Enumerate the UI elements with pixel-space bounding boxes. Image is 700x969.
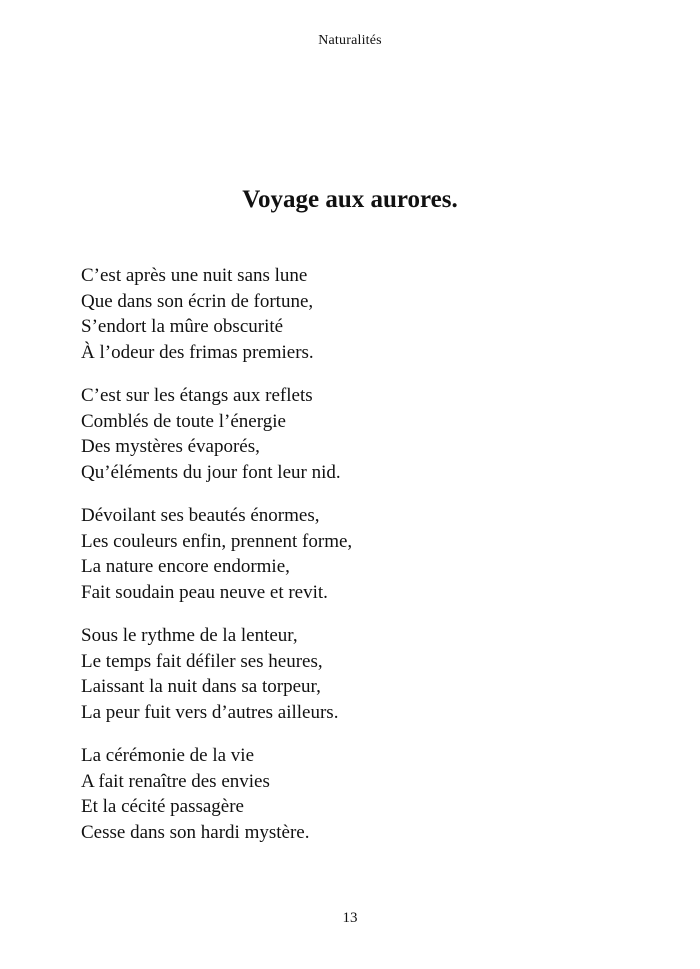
verse-line: Des mystères évaporés, [81,436,260,457]
verse-line: S’endort la mûre obscurité [81,316,284,337]
page-number: 13 [342,910,358,926]
verse-line: La peur fuit vers d’autres ailleurs. [81,701,339,723]
verse-line: Qu’éléments du jour font leur nid. [81,461,341,483]
verse-line: Cesse dans son hardi mystère. [81,821,310,843]
verse-line: Comblés de toute l’énergie [81,410,286,432]
verse-line: La cérémonie de la vie [81,745,255,766]
verse-line: La nature encore endormie, [81,556,290,577]
verse-line: Que dans son écrin de fortune, [81,290,314,312]
verse-line: Fait soudain peau neuve et revit. [81,581,328,603]
verse-line: A fait renaître des envies [81,770,270,792]
verse-line: Et la cécité passagère [81,796,244,817]
verse-line: Le temps fait défiler ses heures, [81,650,323,672]
verse-line: Sous le rythme de la lenteur, [81,625,298,646]
stanza-2 [81,383,641,485]
stanza-3 [81,503,641,605]
stanza-1 [81,263,641,365]
poem-title: Voyage aux aurores. [242,186,458,213]
verse-line: C’est sur les étangs aux reflets [81,385,313,406]
stanza-4 [81,623,641,725]
stanza-5 [81,743,641,845]
verse-line: À l’odeur des frimas premiers. [81,341,314,363]
poem-body [81,263,641,863]
verse-line: Laissant la nuit dans sa torpeur, [81,676,321,697]
verse-line: C’est après une nuit sans lune [81,265,308,286]
verse-line: Dévoilant ses beautés énormes, [81,505,320,526]
running-header: Naturalités [318,33,382,48]
verse-line: Les couleurs enfin, prennent forme, [81,530,353,552]
